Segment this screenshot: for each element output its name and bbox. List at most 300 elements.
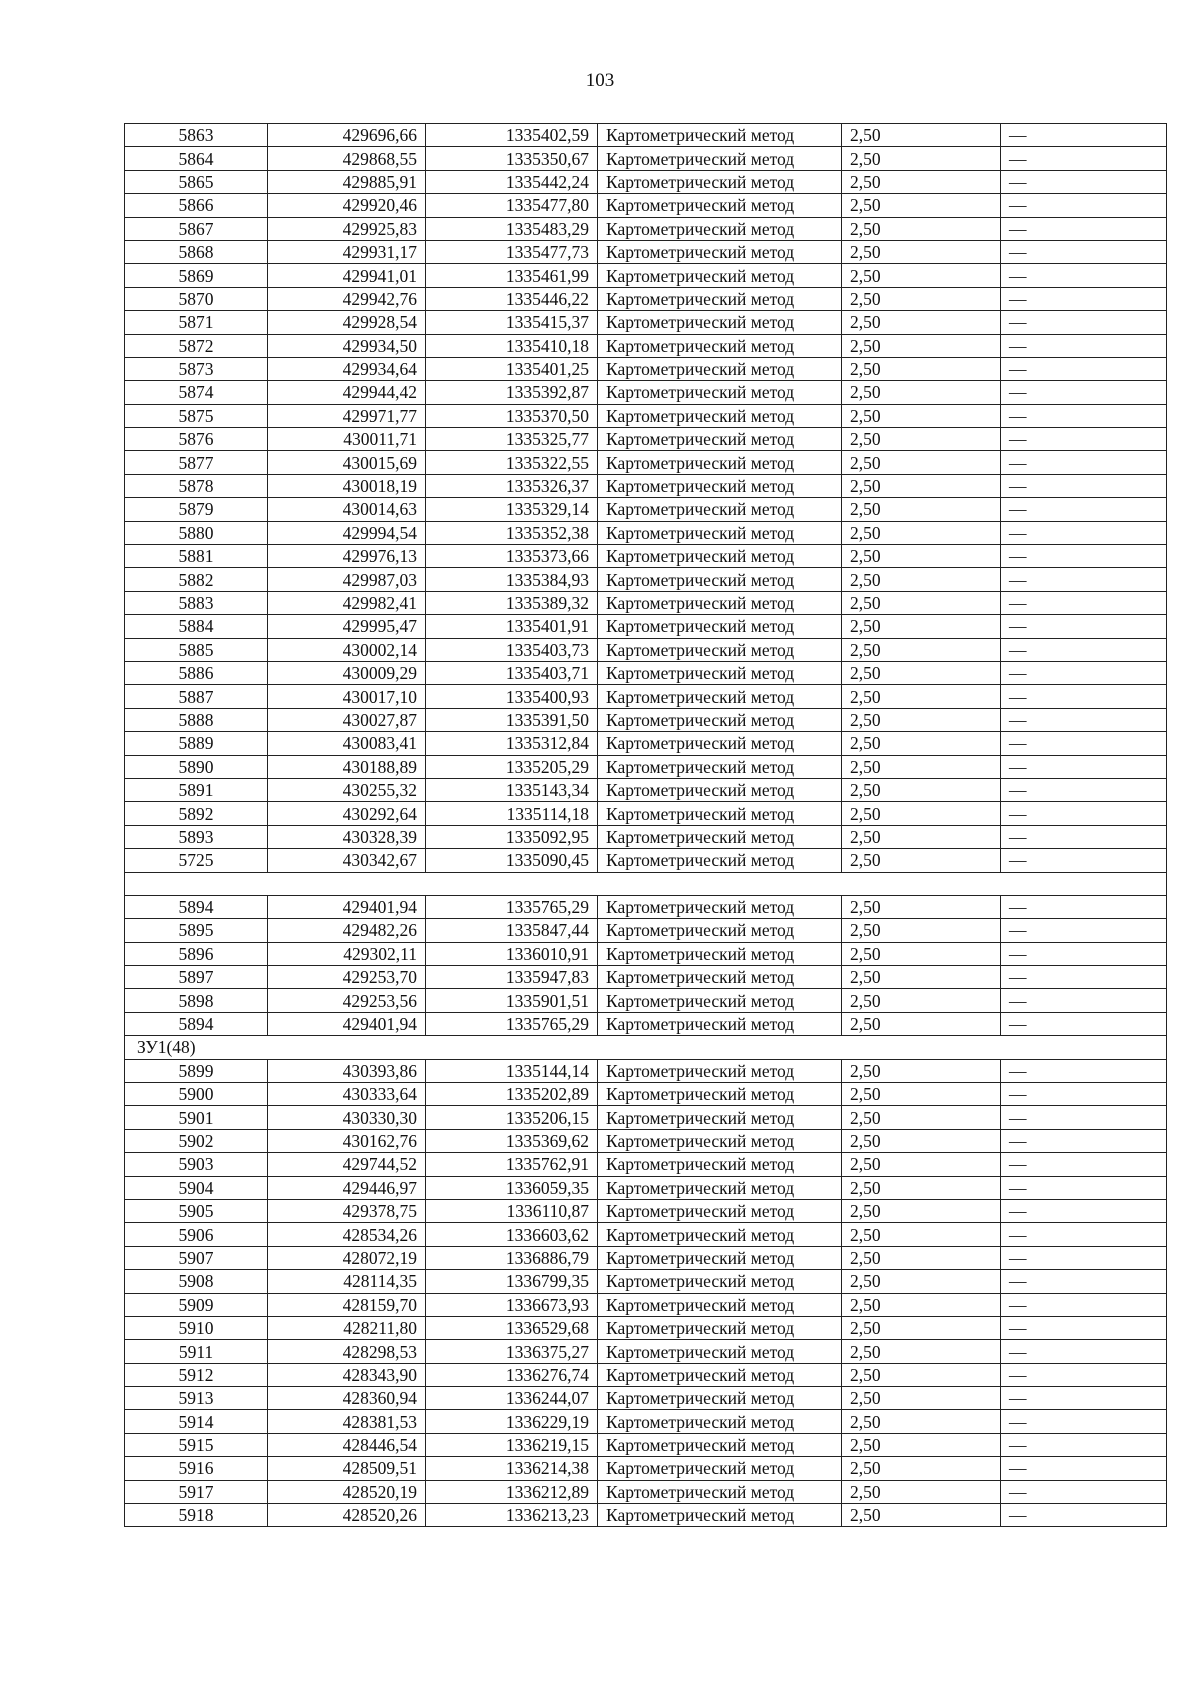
note-cell: — [1001,1083,1167,1106]
accuracy-cell: 2,50 [842,919,1001,942]
table-row [125,1457,1167,1480]
note-cell: — [1001,825,1167,848]
note-cell: — [1001,1410,1167,1433]
note-cell: — [1001,147,1167,170]
point-number-cell: 5910 [125,1316,268,1339]
x-coordinate-cell: 429925,83 [268,217,426,240]
accuracy-cell: 2,50 [842,1012,1001,1035]
accuracy-cell: 2,50 [842,474,1001,497]
note-cell: — [1001,685,1167,708]
method-cell: Картометрический метод [598,1012,842,1035]
x-coordinate-cell: 429994,54 [268,521,426,544]
x-coordinate-cell: 430342,67 [268,849,426,872]
method-cell: Картометрический метод [598,1129,842,1152]
point-number-cell: 5878 [125,474,268,497]
accuracy-cell: 2,50 [842,1293,1001,1316]
accuracy-cell: 2,50 [842,545,1001,568]
y-coordinate-cell: 1336212,89 [426,1480,598,1503]
accuracy-cell: 2,50 [842,825,1001,848]
y-coordinate-cell: 1336799,35 [426,1270,598,1293]
method-cell: Картометрический метод [598,1433,842,1456]
y-coordinate-cell: 1336213,23 [426,1504,598,1527]
table-row [125,989,1167,1012]
table-row [125,1083,1167,1106]
table-row [125,661,1167,684]
accuracy-cell: 2,50 [842,1153,1001,1176]
method-cell: Картометрический метод [598,1387,842,1410]
table-row [125,708,1167,731]
accuracy-cell: 2,50 [842,638,1001,661]
method-cell: Картометрический метод [598,1106,842,1129]
accuracy-cell: 2,50 [842,591,1001,614]
y-coordinate-cell: 1335403,71 [426,661,598,684]
note-cell: — [1001,1504,1167,1527]
method-cell: Картометрический метод [598,124,842,147]
x-coordinate-cell: 429942,76 [268,287,426,310]
table-row [125,1293,1167,1316]
y-coordinate-cell: 1336059,35 [426,1176,598,1199]
y-coordinate-cell: 1335370,50 [426,404,598,427]
method-cell: Картометрический метод [598,825,842,848]
x-coordinate-cell: 429941,01 [268,264,426,287]
note-cell: — [1001,1316,1167,1339]
y-coordinate-cell: 1335392,87 [426,381,598,404]
note-cell: — [1001,1106,1167,1129]
section-label: ЗУ1(48) [125,1036,1167,1059]
y-coordinate-cell: 1336375,27 [426,1340,598,1363]
x-coordinate-cell: 429995,47 [268,615,426,638]
method-cell: Картометрический метод [598,1316,842,1339]
accuracy-cell: 2,50 [842,194,1001,217]
point-number-cell: 5900 [125,1083,268,1106]
table-row [125,1223,1167,1246]
accuracy-cell: 2,50 [842,1316,1001,1339]
accuracy-cell: 2,50 [842,1363,1001,1386]
x-coordinate-cell: 429971,77 [268,404,426,427]
table-row [125,1410,1167,1433]
x-coordinate-cell: 430011,71 [268,428,426,451]
x-coordinate-cell: 428298,53 [268,1340,426,1363]
method-cell: Картометрический метод [598,545,842,568]
method-cell: Картометрический метод [598,615,842,638]
x-coordinate-cell: 430255,32 [268,778,426,801]
accuracy-cell: 2,50 [842,849,1001,872]
accuracy-cell: 2,50 [842,708,1001,731]
point-number-cell: 5907 [125,1246,268,1269]
x-coordinate-cell: 428211,80 [268,1316,426,1339]
method-cell: Картометрический метод [598,474,842,497]
note-cell: — [1001,1246,1167,1269]
section-label-row [125,1036,1167,1059]
table-row [125,311,1167,334]
table-row [125,334,1167,357]
x-coordinate-cell: 428360,94 [268,1387,426,1410]
x-coordinate-cell: 430015,69 [268,451,426,474]
table-row [125,1387,1167,1410]
accuracy-cell: 2,50 [842,264,1001,287]
point-number-cell: 5875 [125,404,268,427]
table-row [125,1363,1167,1386]
note-cell: — [1001,1433,1167,1456]
method-cell: Картометрический метод [598,568,842,591]
y-coordinate-cell: 1335350,67 [426,147,598,170]
note-cell: — [1001,1293,1167,1316]
y-coordinate-cell: 1335401,91 [426,615,598,638]
x-coordinate-cell: 429378,75 [268,1199,426,1222]
point-number-cell: 5891 [125,778,268,801]
accuracy-cell: 2,50 [842,1246,1001,1269]
point-number-cell: 5917 [125,1480,268,1503]
x-coordinate-cell: 430017,10 [268,685,426,708]
table-row [125,194,1167,217]
accuracy-cell: 2,50 [842,498,1001,521]
accuracy-cell: 2,50 [842,1083,1001,1106]
x-coordinate-cell: 429868,55 [268,147,426,170]
x-coordinate-cell: 430083,41 [268,732,426,755]
method-cell: Картометрический метод [598,147,842,170]
table-row [125,1012,1167,1035]
note-cell: — [1001,568,1167,591]
note-cell: — [1001,942,1167,965]
y-coordinate-cell: 1335847,44 [426,919,598,942]
method-cell: Картометрический метод [598,194,842,217]
method-cell: Картометрический метод [598,1480,842,1503]
note-cell: — [1001,966,1167,989]
table-row [125,778,1167,801]
point-number-cell: 5887 [125,685,268,708]
point-number-cell: 5871 [125,311,268,334]
accuracy-cell: 2,50 [842,404,1001,427]
point-number-cell: 5890 [125,755,268,778]
page-number: 103 [585,70,615,91]
point-number-cell: 5895 [125,919,268,942]
method-cell: Картометрический метод [598,1246,842,1269]
table-row [125,1480,1167,1503]
accuracy-cell: 2,50 [842,778,1001,801]
y-coordinate-cell: 1335143,34 [426,778,598,801]
x-coordinate-cell: 429696,66 [268,124,426,147]
y-coordinate-cell: 1335461,99 [426,264,598,287]
x-coordinate-cell: 429976,13 [268,545,426,568]
point-number-cell: 5908 [125,1270,268,1293]
method-cell: Картометрический метод [598,732,842,755]
table-row [125,591,1167,614]
x-coordinate-cell: 428509,51 [268,1457,426,1480]
method-cell: Картометрический метод [598,778,842,801]
method-cell: Картометрический метод [598,1223,842,1246]
note-cell: — [1001,1153,1167,1176]
method-cell: Картометрический метод [598,591,842,614]
method-cell: Картометрический метод [598,357,842,380]
x-coordinate-cell: 429928,54 [268,311,426,334]
y-coordinate-cell: 1336276,74 [426,1363,598,1386]
table-row [125,381,1167,404]
note-cell: — [1001,217,1167,240]
table-row [125,240,1167,263]
method-cell: Картометрический метод [598,451,842,474]
y-coordinate-cell: 1336110,87 [426,1199,598,1222]
method-cell: Картометрический метод [598,1176,842,1199]
method-cell: Картометрический метод [598,404,842,427]
table-row [125,545,1167,568]
x-coordinate-cell: 429302,11 [268,942,426,965]
note-cell: — [1001,404,1167,427]
accuracy-cell: 2,50 [842,170,1001,193]
method-cell: Картометрический метод [598,217,842,240]
method-cell: Картометрический метод [598,661,842,684]
table-row [125,732,1167,755]
y-coordinate-cell: 1335401,25 [426,357,598,380]
accuracy-cell: 2,50 [842,521,1001,544]
x-coordinate-cell: 429934,50 [268,334,426,357]
note-cell: — [1001,919,1167,942]
note-cell: — [1001,802,1167,825]
y-coordinate-cell: 1335312,84 [426,732,598,755]
note-cell: — [1001,1270,1167,1293]
method-cell: Картометрический метод [598,521,842,544]
point-number-cell: 5888 [125,708,268,731]
x-coordinate-cell: 430018,19 [268,474,426,497]
note-cell: — [1001,264,1167,287]
accuracy-cell: 2,50 [842,1199,1001,1222]
table-row [125,849,1167,872]
method-cell: Картометрический метод [598,1153,842,1176]
note-cell: — [1001,849,1167,872]
accuracy-cell: 2,50 [842,661,1001,684]
point-number-cell: 5885 [125,638,268,661]
y-coordinate-cell: 1336229,19 [426,1410,598,1433]
note-cell: — [1001,240,1167,263]
y-coordinate-cell: 1335090,45 [426,849,598,872]
table-row [125,428,1167,451]
x-coordinate-cell: 428072,19 [268,1246,426,1269]
table-row [125,1270,1167,1293]
y-coordinate-cell: 1336529,68 [426,1316,598,1339]
coordinates-table [124,123,1167,1527]
point-number-cell: 5894 [125,895,268,918]
note-cell: — [1001,1340,1167,1363]
y-coordinate-cell: 1336214,38 [426,1457,598,1480]
note-cell: — [1001,755,1167,778]
point-number-cell: 5874 [125,381,268,404]
method-cell: Картометрический метод [598,381,842,404]
section-separator [125,872,1167,895]
accuracy-cell: 2,50 [842,311,1001,334]
point-number-cell: 5918 [125,1504,268,1527]
point-number-cell: 5882 [125,568,268,591]
point-number-cell: 5868 [125,240,268,263]
point-number-cell: 5889 [125,732,268,755]
point-number-cell: 5909 [125,1293,268,1316]
x-coordinate-cell: 428446,54 [268,1433,426,1456]
table-row [125,264,1167,287]
method-cell: Картометрический метод [598,895,842,918]
accuracy-cell: 2,50 [842,755,1001,778]
x-coordinate-cell: 430002,14 [268,638,426,661]
x-coordinate-cell: 429253,56 [268,989,426,1012]
point-number-cell: 5906 [125,1223,268,1246]
accuracy-cell: 2,50 [842,1270,1001,1293]
table-row [125,451,1167,474]
x-coordinate-cell: 430009,29 [268,661,426,684]
note-cell: — [1001,1480,1167,1503]
point-number-cell: 5894 [125,1012,268,1035]
method-cell: Картометрический метод [598,849,842,872]
point-number-cell: 5913 [125,1387,268,1410]
y-coordinate-cell: 1335446,22 [426,287,598,310]
accuracy-cell: 2,50 [842,1106,1001,1129]
method-cell: Картометрический метод [598,1059,842,1082]
point-number-cell: 5905 [125,1199,268,1222]
point-number-cell: 5865 [125,170,268,193]
note-cell: — [1001,287,1167,310]
method-cell: Картометрический метод [598,685,842,708]
y-coordinate-cell: 1335391,50 [426,708,598,731]
note-cell: — [1001,638,1167,661]
y-coordinate-cell: 1335477,80 [426,194,598,217]
table-row [125,802,1167,825]
x-coordinate-cell: 428520,19 [268,1480,426,1503]
x-coordinate-cell: 429982,41 [268,591,426,614]
accuracy-cell: 2,50 [842,147,1001,170]
x-coordinate-cell: 429482,26 [268,919,426,942]
accuracy-cell: 2,50 [842,966,1001,989]
point-number-cell: 5901 [125,1106,268,1129]
y-coordinate-cell: 1336886,79 [426,1246,598,1269]
y-coordinate-cell: 1335206,15 [426,1106,598,1129]
point-number-cell: 5915 [125,1433,268,1456]
note-cell: — [1001,334,1167,357]
note-cell: — [1001,1059,1167,1082]
y-coordinate-cell: 1335477,73 [426,240,598,263]
accuracy-cell: 2,50 [842,428,1001,451]
y-coordinate-cell: 1335384,93 [426,568,598,591]
x-coordinate-cell: 429885,91 [268,170,426,193]
point-number-cell: 5866 [125,194,268,217]
note-cell: — [1001,1012,1167,1035]
x-coordinate-cell: 428534,26 [268,1223,426,1246]
accuracy-cell: 2,50 [842,287,1001,310]
section-separator-row [125,872,1167,895]
table-row [125,755,1167,778]
accuracy-cell: 2,50 [842,1480,1001,1503]
table-row [125,1199,1167,1222]
x-coordinate-cell: 429253,70 [268,966,426,989]
method-cell: Картометрический метод [598,966,842,989]
note-cell: — [1001,895,1167,918]
table-row [125,357,1167,380]
point-number-cell: 5904 [125,1176,268,1199]
y-coordinate-cell: 1335765,29 [426,1012,598,1035]
table-row [125,825,1167,848]
method-cell: Картометрический метод [598,287,842,310]
x-coordinate-cell: 428520,26 [268,1504,426,1527]
y-coordinate-cell: 1335389,32 [426,591,598,614]
table-row [125,966,1167,989]
y-coordinate-cell: 1335373,66 [426,545,598,568]
method-cell: Картометрический метод [598,1270,842,1293]
table-row [125,942,1167,965]
point-number-cell: 5903 [125,1153,268,1176]
x-coordinate-cell: 428114,35 [268,1270,426,1293]
note-cell: — [1001,170,1167,193]
x-coordinate-cell: 430328,39 [268,825,426,848]
table-row [125,124,1167,147]
method-cell: Картометрический метод [598,1457,842,1480]
x-coordinate-cell: 430292,64 [268,802,426,825]
table-row [125,1106,1167,1129]
y-coordinate-cell: 1335442,24 [426,170,598,193]
note-cell: — [1001,1129,1167,1152]
table-row [125,1246,1167,1269]
table-row [125,615,1167,638]
x-coordinate-cell: 429987,03 [268,568,426,591]
method-cell: Картометрический метод [598,802,842,825]
table-row [125,638,1167,661]
table-row [125,1340,1167,1363]
y-coordinate-cell: 1336603,62 [426,1223,598,1246]
table-row [125,1059,1167,1082]
method-cell: Картометрический метод [598,942,842,965]
x-coordinate-cell: 429744,52 [268,1153,426,1176]
x-coordinate-cell: 430014,63 [268,498,426,521]
y-coordinate-cell: 1335415,37 [426,311,598,334]
note-cell: — [1001,474,1167,497]
method-cell: Картометрический метод [598,638,842,661]
table-row [125,1504,1167,1527]
accuracy-cell: 2,50 [842,989,1001,1012]
y-coordinate-cell: 1335202,89 [426,1083,598,1106]
x-coordinate-cell: 428159,70 [268,1293,426,1316]
table-row [125,404,1167,427]
y-coordinate-cell: 1335326,37 [426,474,598,497]
point-number-cell: 5914 [125,1410,268,1433]
y-coordinate-cell: 1335483,29 [426,217,598,240]
y-coordinate-cell: 1335352,38 [426,521,598,544]
x-coordinate-cell: 429944,42 [268,381,426,404]
x-coordinate-cell: 429931,17 [268,240,426,263]
accuracy-cell: 2,50 [842,1433,1001,1456]
note-cell: — [1001,1363,1167,1386]
method-cell: Картометрический метод [598,498,842,521]
method-cell: Картометрический метод [598,240,842,263]
accuracy-cell: 2,50 [842,1176,1001,1199]
note-cell: — [1001,1457,1167,1480]
table-row [125,170,1167,193]
note-cell: — [1001,591,1167,614]
y-coordinate-cell: 1335114,18 [426,802,598,825]
note-cell: — [1001,498,1167,521]
point-number-cell: 5877 [125,451,268,474]
y-coordinate-cell: 1335369,62 [426,1129,598,1152]
point-number-cell: 5916 [125,1457,268,1480]
point-number-cell: 5863 [125,124,268,147]
accuracy-cell: 2,50 [842,1504,1001,1527]
method-cell: Картометрический метод [598,264,842,287]
point-number-cell: 5867 [125,217,268,240]
table-row [125,685,1167,708]
accuracy-cell: 2,50 [842,381,1001,404]
accuracy-cell: 2,50 [842,1387,1001,1410]
method-cell: Картометрический метод [598,1293,842,1316]
note-cell: — [1001,311,1167,334]
note-cell: — [1001,708,1167,731]
accuracy-cell: 2,50 [842,802,1001,825]
method-cell: Картометрический метод [598,170,842,193]
point-number-cell: 5872 [125,334,268,357]
point-number-cell: 5893 [125,825,268,848]
accuracy-cell: 2,50 [842,240,1001,263]
